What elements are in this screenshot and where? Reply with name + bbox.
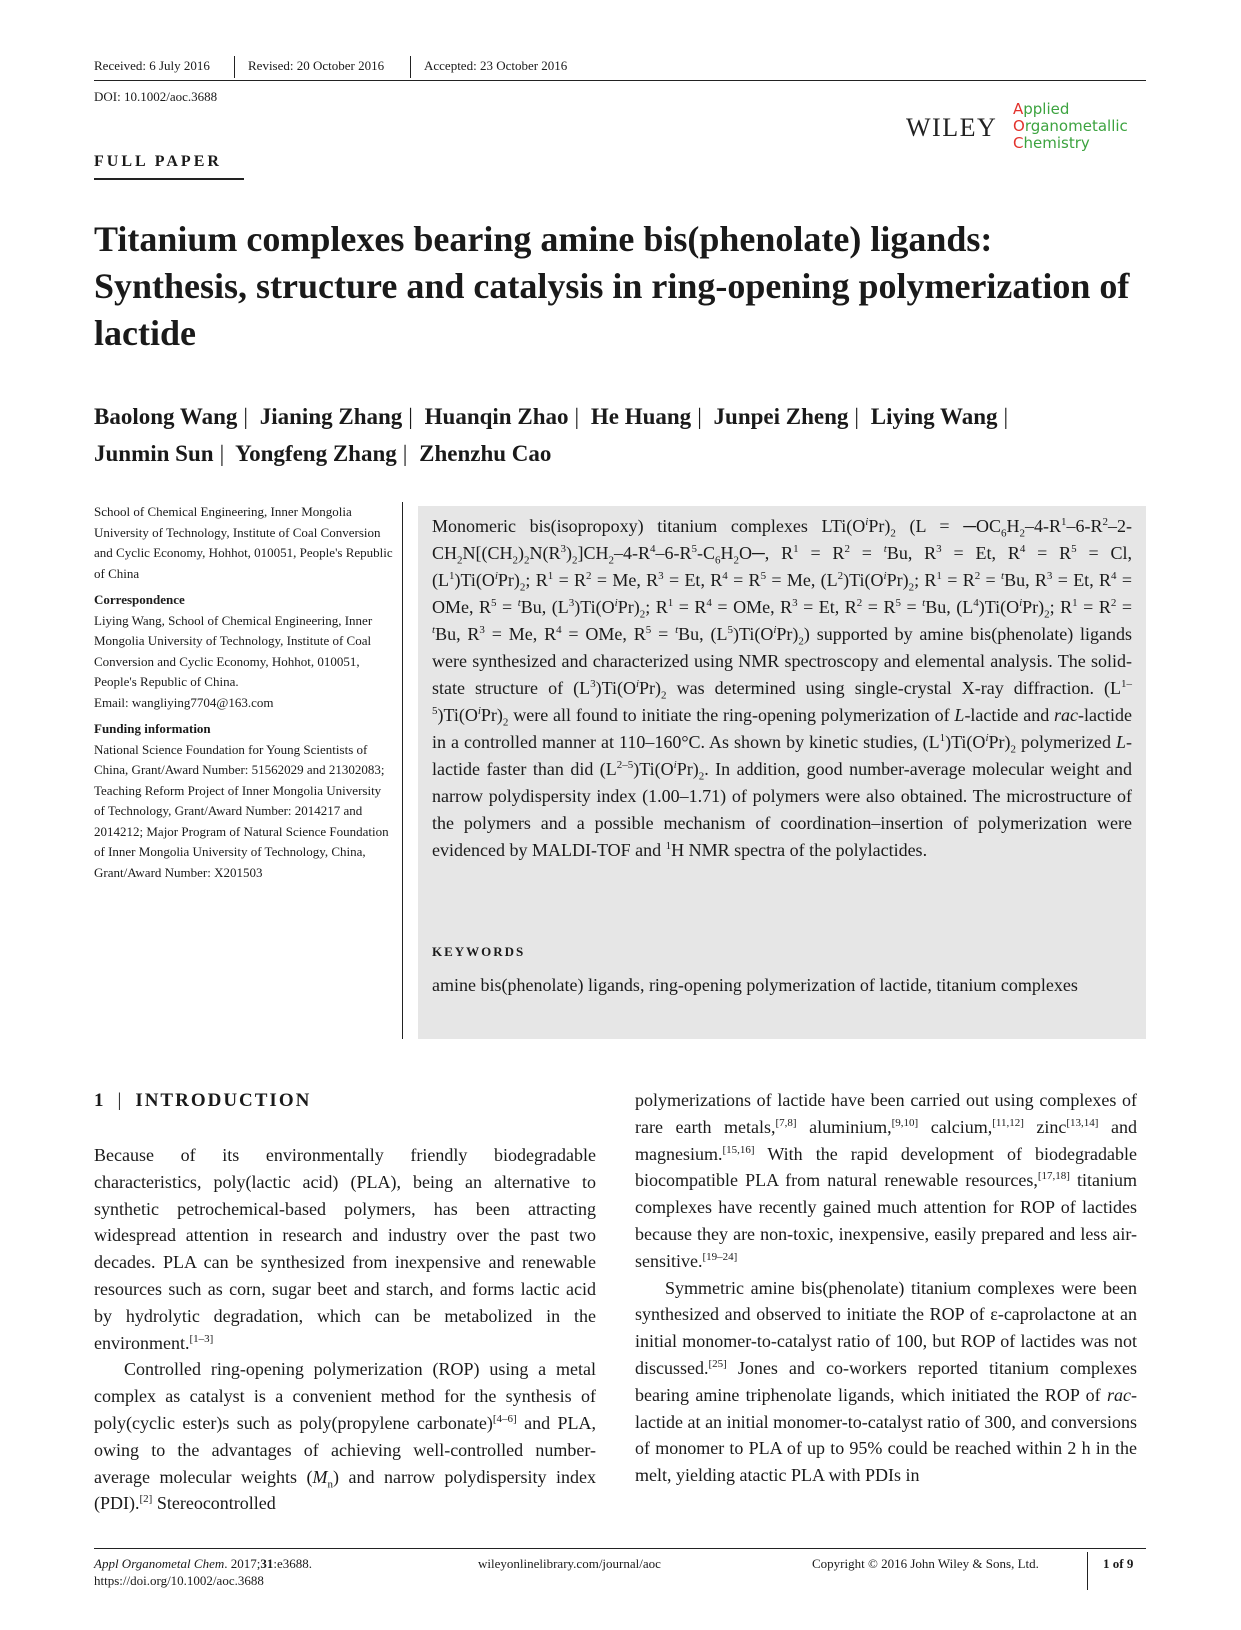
body-column-left <box>94 1142 596 1517</box>
affiliation-address: School of Chemical Engineering, Inner Mongolia University of Technology, Institute of Coal Conversion and Cyclic Economy, Hohhot, 010051, People's Republic of China <box>94 504 393 581</box>
abstract-text: Monomeric bis(isopropoxy) titanium complexes $LTi(O^iPr)_2$ ($L = ─OC_6H_2-4-R^1-6-R^2-2-CH_2N[(CH_2)_2N(R^3)_2]CH_2-4-R^4-6-R^5-C_6H_2O─$, $R^1 = R^2 = ^tBu$, $R^3 = Et$, $R^4 = R^5 = Cl$, $(L^1)Ti(O^iPr)_2$; $R^1 = R^2 = Me$, $R^3 = Et$, $R^4 = R^5 = Me$, $(L^2)Ti(O^iPr)_2$; $R^1 = R^2 = ^tBu$, $R^3 = Et$, $R^4$ = OMe, $R^5 = ^tBu$, $(L^3)Ti(O^iPr)_2$; $R^1 = R^4$ = OMe, $R^3 = Et$, $R^2 = R^5 = ^tBu$, $(L^4)Ti(O^iPr)_2$; $R^1 = R^2 = ^tBu$, $R^3 = Me$, $R^4$ = OMe, $R^5 = ^tBu$, $(L^5)Ti(O^iPr)_2$) supported by amine bis(phenolate) ligands were synthesized and characterized using NMR spectroscopy and elemental analysis. The solid-state structure of $(L^3)Ti(O^iPr)_2$ was determined using single-crystal X-ray diffraction. $(L^{1-5})Ti(O^iPr)_2$ were all found to initiate the ring-opening polymerization of L-lactide and rac-lactide in a controlled manner at 110–160°C. As shown by kinetic studies, $(L^1)Ti(O^iPr)_2$ polymerized L-lactide faster than did $(L^{2-5})Ti(O^iPr)_2$. In addition, good number-average molecular weight and narrow polydispersity index (1.00–1.71) of polymers were also obtained. The microstructure of the polymers and a possible mechanism of coordination–insertion of polymerization were evidenced by MALDI-TOF and $^1$H NMR spectra of the polylactides. <box>432 516 1133 860</box>
correspondence-email: Email: wangliying7704@163.com <box>94 694 274 710</box>
paragraph: polymerizations of lactide have been carried out using complexes of rare earth metals,[7,8] aluminium,[9,10] calcium,[11,12] zinc[13,14] and magnesium.[15,16] With the rapid development of biodegradable biocompatible PLA from natural renewable resources,[17,18] titanium complexes have recently gained much attention for ROP of lactides because they are non-toxic, inexpensive, easily prepared and less air-sensitive.[19–24] <box>635 1090 1137 1271</box>
body-column-right <box>635 1087 1137 1489</box>
doi: DOI: 10.1002/aoc.3688 <box>94 89 218 104</box>
author: Junmin Sun <box>94 441 214 466</box>
page-number: 1 of 9 <box>1103 1556 1134 1571</box>
keywords-text: amine bis(phenolate) ligands, ring-opening polymerization of lactide, titanium complexes <box>432 975 1078 995</box>
header-rule <box>94 80 1146 81</box>
author-list: Baolong Wang | Jianing Zhang | Huanqin Zhao | He Huang | Junpei Zheng | Liying Wang | Junmin Sun | Yongfeng Zhang | Zhenzhu Cao <box>94 404 1009 466</box>
footer-doi-link[interactable]: https://doi.org/10.1002/aoc.3688 <box>94 1573 264 1588</box>
footer-citation: Appl Organometal Chem. 2017;31:e3688. https://doi.org/10.1002/aoc.3688 <box>94 1556 312 1588</box>
paragraph: Because of its environmentally friendly biodegradable characteristics, poly(lactic acid) (PLA), being an alternative to synthetic petrochemical-based polymers, has been attracting widespread attention in research and industry over the past two decades. PLA can be synthesized from inexpensive and renewable resources such as corn, sugar beet and starch, and forms lactic acid by hydrolytic degradation, which can be metabolized in the environment.[1–3] <box>94 1145 596 1353</box>
correspondence-heading: Correspondence <box>94 592 185 607</box>
author: Liying Wang <box>870 404 998 429</box>
paragraph: Controlled ring-opening polymerization (ROP) using a metal complex as catalyst is a convenient method for the synthesis of poly(cyclic ester)s such as poly(propylene carbonate)[4–6] and PLA, owing to the advantages of achieving well-controlled number-average molecular weights $(M_n)$ and narrow polydispersity index (PDI).[2] Stereocontrolled <box>94 1359 596 1514</box>
footer-copyright: Copyright © 2016 John Wiley & Sons, Ltd. <box>812 1556 1039 1571</box>
section-label: FULL PAPER <box>94 153 222 170</box>
paragraph: Symmetric amine bis(phenolate) titanium complexes were been synthesized and observed to initiate the ROP of ε-caprolactone at an initial monomer-to-catalyst ratio of 100, but ROP of lactides was not discussed.[25] Jones and co-workers reported titanium complexes bearing amine triphenolate ligands, which initiated the ROP of rac-lactide at an initial monomer-to-catalyst ratio of 300, and conversions of monomer to PLA of up to 95% could be reached within 2 h in the melt, yielding atactic PLA with PDIs in <box>635 1277 1137 1486</box>
author: Huanqin Zhao <box>424 404 569 429</box>
paper-title: Titanium complexes bearing amine bis(phenolate) ligands: Synthesis, structure and catalysis in ring-opening polymerization of lactide <box>94 219 1130 353</box>
footer-rule <box>94 1548 1146 1549</box>
author: Jianing Zhang <box>259 404 403 429</box>
footer-site-link[interactable]: wileyonlinelibrary.com/journal/aoc <box>478 1556 661 1571</box>
header-divider <box>234 56 235 78</box>
correspondence-text: Liying Wang, School of Chemical Engineering, Inner Mongolia University of Technology, Institute of Coal Conversion and Cyclic Economy, Hohhot, 010051, People's Republic of China. <box>94 612 373 689</box>
keywords-heading: KEYWORDS <box>432 944 526 959</box>
abstract-box <box>418 506 1146 1039</box>
author: Junpei Zheng <box>713 404 849 429</box>
affiliation-sidebar <box>94 502 394 883</box>
journal-logo: Applied Organometallic Chemistry <box>1013 100 1128 152</box>
publisher-logo: WILEY <box>906 113 998 142</box>
author: Zhenzhu Cao <box>419 441 552 466</box>
revised-date: Revised: 20 October 2016 <box>248 58 385 73</box>
section-label-underline <box>94 178 244 180</box>
accepted-date: Accepted: 23 October 2016 <box>424 58 568 73</box>
funding-heading: Funding information <box>94 721 211 736</box>
received-date: Received: 6 July 2016 <box>94 58 210 73</box>
author: Yongfeng Zhang <box>235 441 397 466</box>
author: He Huang <box>590 404 692 429</box>
funding-text: National Science Foundation for Young Scientists of China, Grant/Award Number: 51562029 and 21302083; Teaching Reform Project of Inner Mongolia University of Technology, Grant/Award Number: 2014217 and 2014212; Major Program of Natural Science Foundation of Inner Mongolia University of Technology, China, Grant/Award Number: X201503 <box>94 741 389 880</box>
section-heading: 1 | INTRODUCTION <box>94 1090 312 1111</box>
header-divider <box>410 56 411 78</box>
footer-divider <box>1087 1552 1088 1590</box>
author: Baolong Wang <box>94 404 238 429</box>
sidebar-divider <box>402 502 403 1039</box>
